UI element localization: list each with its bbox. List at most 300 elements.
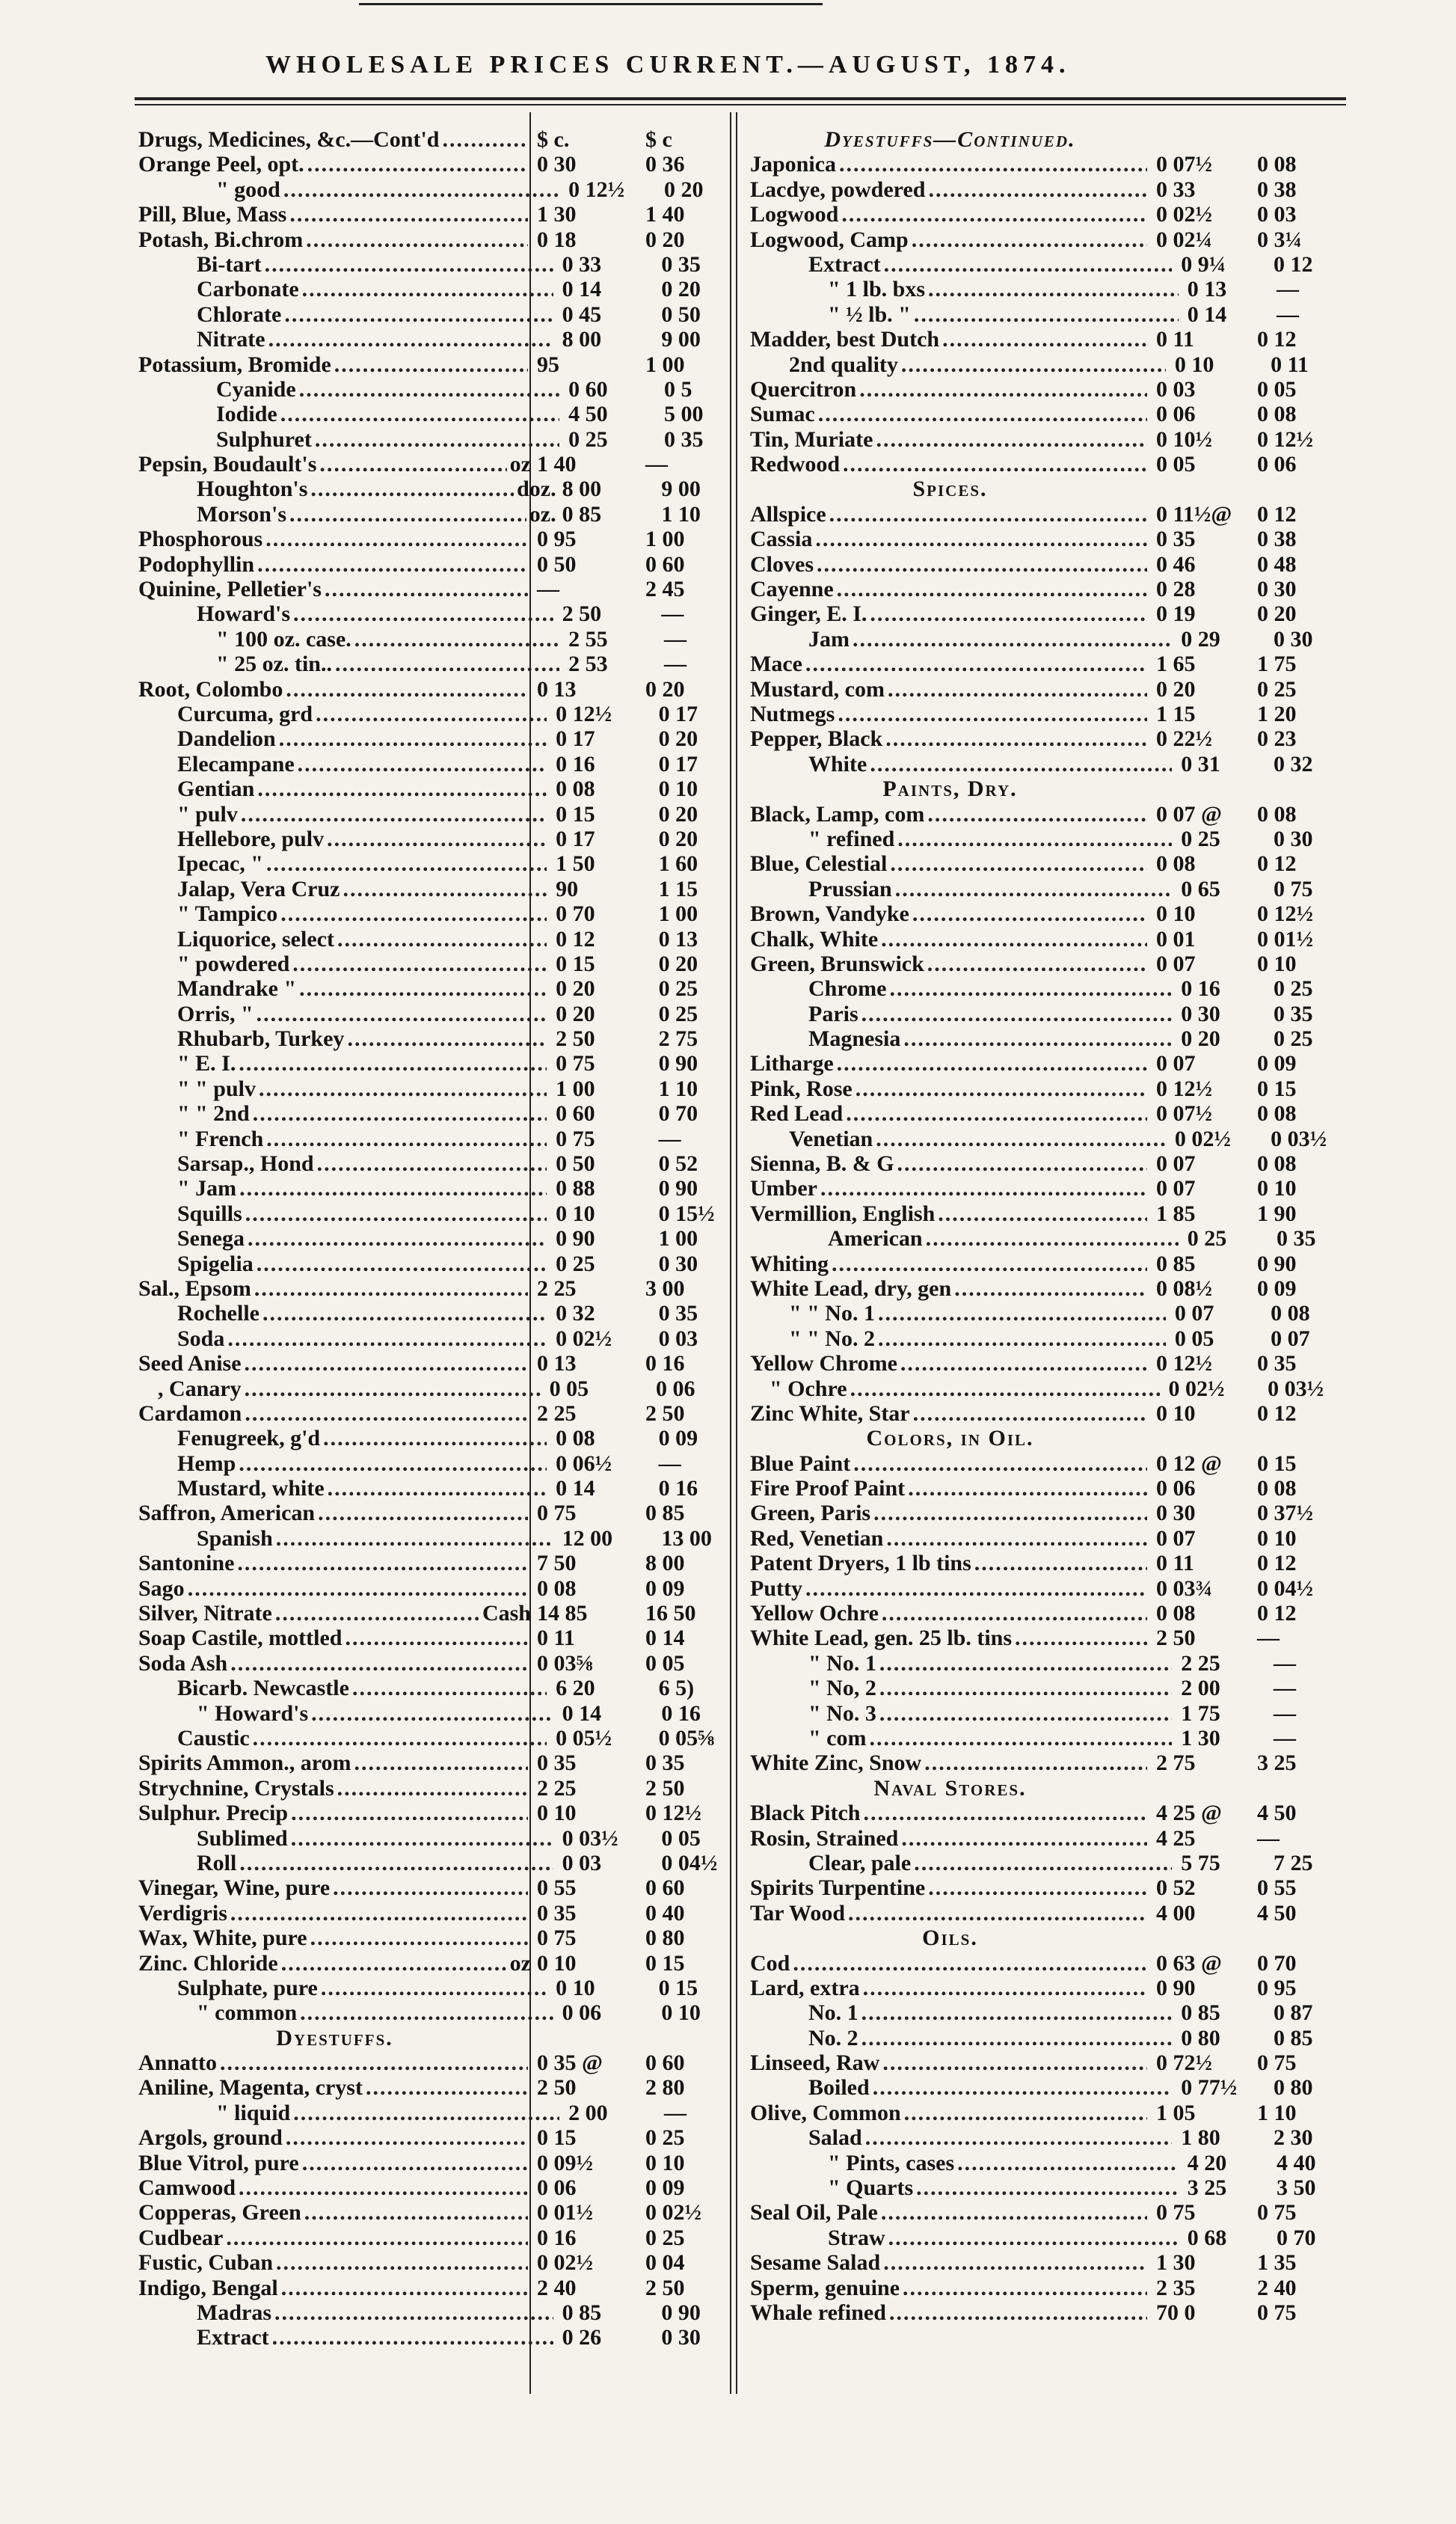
price-row [750,1576,1356,1601]
price-low: 0 77½ [1181,2075,1238,2101]
item-name: Potassium, Bromide [138,352,331,377]
price-low: 0 03¾ [1156,1575,1212,1601]
price-low: 0 07 [1156,1151,1196,1177]
leader-dots [239,1851,553,1875]
price-high: 0 10 [1257,951,1297,976]
price-row [138,1776,737,1801]
section-heading: Spices. [912,477,988,502]
price-low: 2 53 [568,652,608,677]
item-label [750,976,1175,1001]
leader-dots [901,352,1166,377]
price-high: 0 09 [658,1426,698,1451]
price-row [138,901,737,926]
leader-dots [928,277,1179,301]
leader-dots [848,1901,1147,1926]
leader-dots [317,1151,547,1176]
item-name: " common [197,2000,298,2026]
item-name: Wax, White, pure [138,1926,307,1951]
section-heading: Oils. [922,1926,978,1951]
leader-dots [300,2000,553,2025]
price-row [138,677,737,702]
leader-dots [275,1601,479,1626]
price-row [138,1701,737,1726]
price-row [138,1551,737,1575]
price-high: 0 70 [1257,1950,1297,1976]
price-high: 0 04 [645,2250,685,2276]
leader-dots [343,877,547,901]
price-low: 0 03 [1156,376,1196,402]
price-low: 0 20 [1181,1026,1220,1052]
price-low: 0 08 [556,777,595,802]
item-name: Soda Ash [138,1650,228,1676]
price-high: 0 08 [1257,1476,1297,1501]
price-low: 0 10 [1156,1400,1196,1426]
price-high: — [1274,1726,1297,1750]
item-name: Mandrake " [177,976,297,1002]
item-label [138,2075,531,2100]
item-name: Fenugreek, g'd [177,1426,321,1451]
price-row [138,2000,737,2025]
item-label [750,1127,1169,1151]
price-low: 3 25 [1187,2175,1227,2201]
price-high: — [1276,301,1299,327]
leader-dots [220,2050,528,2075]
item-name: Soap Castile, mottled [138,1626,343,1651]
item-name: No. 1 [808,2000,858,2026]
leader-dots [227,1326,547,1351]
price-high: 0 20 [645,676,685,702]
price-row [750,1851,1356,1875]
price-high: 0 09 [645,1575,685,1601]
price-high: 0 30 [1274,626,1313,652]
price-low: 0 50 [537,551,577,577]
price-low: 0 68 [1187,2225,1227,2250]
price-low: 0 12 @ [1156,1451,1222,1476]
leader-dots [276,2250,528,2275]
leader-dots [319,452,506,477]
price-low: 0 01½ [537,2200,593,2226]
item-label [138,1476,550,1501]
item-label [750,2200,1150,2225]
item-name: " " 2nd [177,1101,250,1127]
item-label [750,1326,1169,1351]
price-high: 0 15 [1257,1076,1297,1101]
price-high: 0 20 [658,826,698,851]
price-row [138,1426,737,1451]
leader-dots [253,1101,547,1126]
item-label [750,152,1150,177]
price-high: 0 38 [1257,527,1297,552]
price-row [750,752,1356,777]
item-label [750,851,1150,876]
price-high: 0 20 [658,726,698,752]
item-name: Redwood [750,452,841,477]
price-low: 0 20 [556,1001,595,1026]
item-name: Cassia [750,527,813,552]
price-row [138,1526,737,1551]
item-label [138,327,556,352]
price-low: 0 08 [556,1426,595,1451]
price-row [750,2026,1356,2050]
item-name: Mustard, white [177,1476,325,1501]
item-label [138,1951,531,1976]
item-label [138,1750,531,1775]
item-label [750,1851,1175,1875]
item-label [750,1501,1150,1525]
price-high: 1 15 [658,876,698,901]
price-row [750,901,1356,926]
price-row [138,1651,737,1676]
price-low: 0 25 [1187,1226,1227,1252]
leader-dots [281,2276,528,2300]
price-high: 1 20 [1257,701,1297,726]
item-name: Sesame Salad [750,2250,881,2276]
item-label [750,1826,1150,1851]
item-label [750,1801,1150,1825]
leader-dots [873,1501,1147,1525]
price-high: 0 25 [645,2125,685,2151]
item-label [138,1526,556,1551]
price-low: 1 30 [537,202,577,227]
item-name: " French [177,1126,264,1151]
item-label [138,2325,556,2350]
leader-dots [865,2125,1173,2150]
item-label [750,552,1150,577]
price-row [750,1401,1356,1426]
leader-dots [916,2175,1179,2200]
leader-dots [291,1826,553,1851]
price-low: 0 30 [1156,1501,1196,1526]
item-label [138,1701,556,1726]
item-label [138,1051,550,1076]
leader-dots [870,601,1147,626]
price-row [750,877,1356,901]
item-label [750,2101,1150,2125]
price-row [750,527,1356,551]
item-name: Vermillion, English [750,1201,936,1226]
price-high: $ c [645,127,672,152]
leader-dots [337,927,547,952]
item-label [138,2000,556,2025]
item-label [750,1676,1175,1700]
item-name: Paris [808,1001,858,1026]
price-row [750,452,1356,477]
item-label [750,2151,1182,2175]
price-row [138,1451,737,1476]
item-name: Blue Vitrol, pure [138,2150,299,2175]
leader-dots [928,1875,1147,1900]
price-row [138,1875,737,1900]
price-high: 0 14 [645,1626,685,1651]
leader-dots [335,652,559,676]
price-row [138,352,737,377]
price-high: 0 10 [661,2000,701,2026]
leader-dots [310,1926,528,1950]
price-row [138,601,737,626]
price-high: 1 40 [645,202,685,227]
price-high: 0 08 [1257,402,1297,427]
item-name: " Tampico [177,901,278,927]
item-name: " Howard's [197,1700,309,1726]
price-row [750,1451,1356,1476]
item-name: Orris, " [177,1001,254,1026]
item-name: Extract [808,251,881,277]
item-label [750,1151,1150,1176]
price-low: 0 03½ [562,1825,618,1851]
item-name: Zinc. Chloride [138,1950,278,1976]
price-row [138,2325,737,2350]
item-label [138,1976,550,2000]
price-high: 16 50 [645,1601,696,1626]
price-high: 1 10 [658,1076,698,1101]
leader-dots [839,152,1147,177]
leader-dots [265,252,553,277]
price-low: 0 07 [1174,1301,1214,1326]
price-low: 0 08 [1156,851,1196,877]
price-low: 0 31 [1181,751,1220,777]
price-high: 0 50 [661,301,701,327]
price-row [138,1576,737,1601]
price-row [138,152,737,177]
price-row [138,2151,737,2175]
price-row [750,2125,1356,2150]
leader-dots [245,1376,541,1401]
price-high: — [1257,1626,1280,1651]
price-row [750,1526,1356,1551]
price-low: 0 07 [1156,1051,1196,1076]
price-high: 0 04½ [1257,1575,1313,1601]
price-low: 8 00 [562,477,602,502]
price-row [138,277,737,301]
item-name: Ipecac, " [177,851,263,877]
price-high: — [1274,1700,1297,1726]
price-low: 0 72½ [1156,2050,1212,2076]
price-low: 90 [556,876,579,901]
item-label [138,577,531,601]
item-name: Sago [138,1575,185,1601]
item-label [138,1127,550,1151]
price-high: 1 90 [1257,1201,1297,1226]
price-row [750,827,1356,851]
price-low: 0 14 [562,1700,602,1726]
item-label [750,202,1150,227]
item-label [138,627,562,652]
price-row [138,2300,737,2325]
price-high: 0 25 [1257,676,1297,702]
item-label [138,777,550,801]
price-row [138,726,737,751]
price-row [750,1601,1356,1626]
price-high: 0 02½ [645,2200,701,2226]
item-name: Olive, Common [750,2100,901,2125]
price-low: 0 25 [1181,826,1220,851]
leader-dots [304,2200,528,2225]
item-name: " liquid [216,2100,291,2125]
leader-dots [307,152,528,177]
item-label [750,527,1150,551]
item-label [750,726,1150,751]
price-row [750,302,1356,327]
price-row [138,1276,737,1301]
price-low: 5 75 [1181,1850,1220,1875]
item-label [750,502,1150,527]
price-low: 1 65 [1156,652,1196,677]
price-row [750,1701,1356,1726]
item-name: Cloves [750,551,814,577]
item-label [138,1201,550,1226]
item-label [138,1076,550,1101]
item-name: Chlorate [197,301,282,327]
item-name: Pepsin, Boudault's [138,452,317,477]
leader-dots [903,1026,1172,1051]
price-low: 0 85 [1156,1251,1196,1276]
price-row [750,2276,1356,2300]
item-name: Whale refined [750,2300,886,2325]
item-name: Orange Peel, opt. [138,152,304,177]
price-high: 0 03 [1257,202,1297,227]
price-low: 12 00 [562,1525,613,1551]
price-high: 0 85 [1274,2025,1313,2050]
price-low: 2 50 [556,1026,595,1052]
item-name: " good [216,177,280,202]
price-high: 0 90 [658,1051,698,1076]
price-low: 0 12 [556,926,595,952]
leader-dots [262,1301,547,1326]
leader-dots [889,2300,1147,2325]
item-label [138,802,550,827]
leader-dots [870,752,1172,777]
item-label [138,527,531,551]
item-label [750,352,1169,377]
price-high: 0 12½ [1257,901,1313,927]
price-low: 0 22½ [1156,726,1212,752]
item-name: Bicarb. Newcastle [177,1676,349,1701]
price-row [138,1726,737,1750]
price-low: 0 13 [1187,277,1227,302]
item-label [750,1526,1150,1551]
price-row [138,1351,737,1376]
price-low: 0 75 [556,1051,595,1076]
leader-dots [289,202,528,227]
leader-dots [239,1451,547,1476]
leader-dots [328,1476,547,1501]
item-label [138,352,531,377]
item-name: " Jam [177,1176,237,1201]
price-row [750,552,1356,577]
item-name: Nutmegs [750,701,835,726]
price-low: 0 33 [1156,177,1196,202]
price-low: 0 75 [556,1126,595,1151]
section-heading: Colors, in Oil. [866,1426,1034,1451]
price-low: 0 07 [1156,1176,1196,1201]
leader-dots [259,1076,547,1101]
leader-dots [274,2300,553,2325]
item-name: White [808,751,867,777]
leader-dots [279,726,547,751]
price-high: 0 30 [1274,826,1313,851]
price-low: 0 02½ [556,1326,612,1351]
price-high: 4 50 [1257,1900,1297,1926]
item-label [138,2226,531,2250]
item-label [138,1501,531,1525]
price-high: 0 36 [645,152,685,177]
price-high: 0 04½ [661,1850,718,1875]
item-name: Senega [177,1226,245,1252]
price-row [138,2226,737,2250]
price-low: 0 28 [1156,577,1196,602]
price-row [750,1901,1356,1926]
price-row [138,1750,737,1775]
item-label [138,752,550,777]
item-name: Cod [750,1950,790,1976]
price-low: 0 90 [1156,1975,1196,2000]
price-low: 70 0 [1156,2300,1196,2325]
item-name: " ½ lb. " [828,301,911,327]
price-row [750,1476,1356,1501]
item-label [138,377,562,402]
price-low: 2 25 [537,1400,577,1426]
item-label [750,1026,1175,1051]
price-low: 4 25 [1156,1825,1196,1851]
item-name: Sarsap., Hond [177,1151,314,1177]
item-name: , Canary [158,1376,242,1401]
price-high: 0 90 [658,1176,698,1201]
item-label [750,1875,1150,1900]
leader-dots [897,1151,1147,1176]
item-name: White Lead, gen. 25 lb. tins [750,1626,1013,1651]
item-name: " pulv [177,801,238,827]
price-row [138,952,737,976]
price-row [750,1726,1356,1750]
item-name: Pepper, Black [750,726,883,752]
price-row [750,227,1356,252]
item-name: Root, Colombo [138,676,283,702]
price-low: 0 35 [537,1750,577,1776]
price-high: — [663,2100,686,2125]
item-name: 2nd quality [789,352,898,377]
leader-dots [291,1801,528,1825]
item-label [750,1976,1150,2000]
price-high: 0 30 [661,2325,701,2350]
price-row [138,2250,737,2275]
leader-dots [239,2175,528,2200]
item-name: Chrome [808,976,887,1002]
item-label [750,1176,1150,1201]
item-label [138,851,550,876]
item-label [138,877,550,901]
item-label [750,1051,1150,1076]
leader-dots [890,851,1147,876]
price-high: 0 23 [1257,726,1297,752]
item-name: Tar Wood [750,1900,846,1926]
item-name: Blue Paint [750,1451,851,1476]
leader-dots [283,177,559,202]
price-high: 1 35 [1257,2250,1297,2276]
price-row [750,1676,1356,1700]
left-price-column [138,127,737,2350]
price-row [138,1051,737,1076]
price-row [750,677,1356,702]
price-row [750,1026,1356,1051]
price-high: 0 08 [1257,1101,1297,1127]
item-name: Caustic [177,1726,250,1750]
item-name: Zinc White, Star [750,1400,910,1426]
item-name: Seal Oil, Pale [750,2200,878,2226]
price-low: 0 9¼ [1181,251,1226,277]
item-label [750,802,1150,827]
leader-dots [298,752,547,777]
item-name: Blue, Celestial [750,851,888,877]
